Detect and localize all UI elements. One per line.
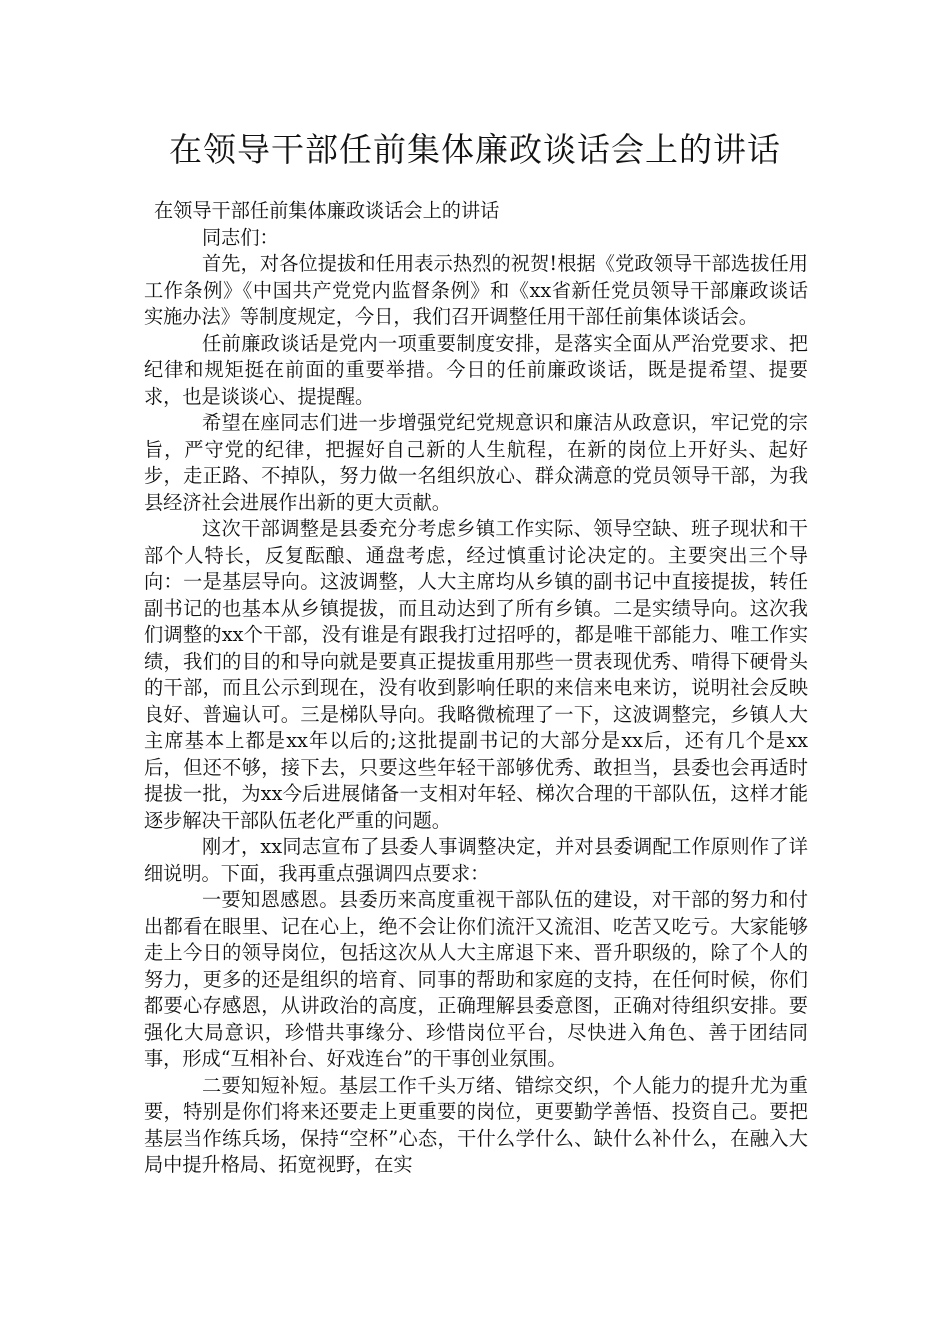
document-subtitle: 在领导干部任前集体廉政谈话会上的讲话 bbox=[154, 199, 500, 222]
document-body bbox=[144, 198, 808, 1179]
paragraph-requirements-intro: 刚才，xx同志宣布了县委人事调整决定，并对县委调配工作原则作了详细说明。下面，我再重点强调四点要求： bbox=[144, 835, 808, 885]
paragraph-integrity-talk: 任前廉政谈话是党内一项重要制度安排，是落实全面从严治党要求、把纪律和规矩挺在前面的重要举措。今日的任前廉政谈话，既是提希望、提要求，也是谈谈心、提提醒。 bbox=[144, 331, 808, 408]
paragraph-requirement-gratitude: 一要知恩感恩。县委历来高度重视干部队伍的建设，对干部的努力和付出都看在眼里、记在心上，绝不会让你们流汗又流泪、吃苦又吃亏。大家能够走上今日的领导岗位，包括这次从人大主席退下来、晋升职级的，除了个人的努力，更多的还是组织的培育、同事的帮助和家庭的支持，在任何时候，你们都要心存感恩，从讲政治的高度，正确理解县委意图，正确对待组织安排。要强化大局意识，珍惜共事缘分、珍惜岗位平台，尽快进入角色、善于团结同事，形成“互相补台、好戏连台”的干事创业氛围。 bbox=[144, 888, 808, 1070]
paragraph-opening: 首先，对各位提拔和任用表示热烈的祝贺!根据《党政领导干部选拔任用工作条例》《中国共产党党内监督条例》和《xx省新任党员领导干部廉政谈话实施办法》等制度规定，今日，我们召开调整任用干部任前集体谈话会。 bbox=[144, 252, 808, 328]
paragraph-hopes: 希望在座同志们进一步增强党纪党规意识和廉洁从政意识，牢记党的宗旨，严守党的纪律，把握好自己新的人生航程，在新的岗位上开好头、起好步，走正路、不掉队，努力做一名组织放心、群众满意的党员领导干部，为我县经济社会进展作出新的更大贡献。 bbox=[144, 411, 808, 514]
document-title: 在领导干部任前集体廉政谈话会上的讲话 bbox=[169, 130, 781, 169]
paragraph-adjustment: 这次干部调整是县委充分考虑乡镇工作实际、领导空缺、班子现状和干部个人特长，反复酝酿、通盘考虑，经过慎重讨论决定的。主要突出三个导向：一是基层导向。这波调整，人大主席均从乡镇的副书记中直接提拔，转任副书记的也基本从乡镇提拔，而且动达到了所有乡镇。二是实绩导向。这次我们调整的xx个干部，没有谁是有跟我打过招呼的，都是唯干部能力、唯工作实绩，我们的目的和导向就是要真正提拔重用那些一贯表现优秀、啃得下硬骨头的干部，而且公示到现在，没有收到影响任职的来信来电来访，说明社会反映良好、普遍认可。三是梯队导向。我略微梳理了一下，这波调整完，乡镇人大主席基本上都是xx年以后的;这批提副书记的大部分是xx后，还有几个是xx后，但还不够，接下去，只要这些年轻干部够优秀、敢担当，县委也会再适时提拔一批，为xx今后进展储备一支相对年轻、梯次合理的干部队伍，这样才能逐步解决干部队伍老化严重的问题。 bbox=[144, 517, 808, 832]
paragraph-requirement-improvement: 二要知短补短。基层工作千头万绪、错综交织，个人能力的提升尤为重要，特别是你们将来还要走上更重要的岗位，更要勤学善悟、投资自己。要把基层当作练兵场，保持“空杯”心态，干什么学什么、缺什么补什么，在融入大局中提升格局、拓宽视野，在实 bbox=[144, 1073, 808, 1176]
salutation: 同志们： bbox=[202, 225, 279, 249]
